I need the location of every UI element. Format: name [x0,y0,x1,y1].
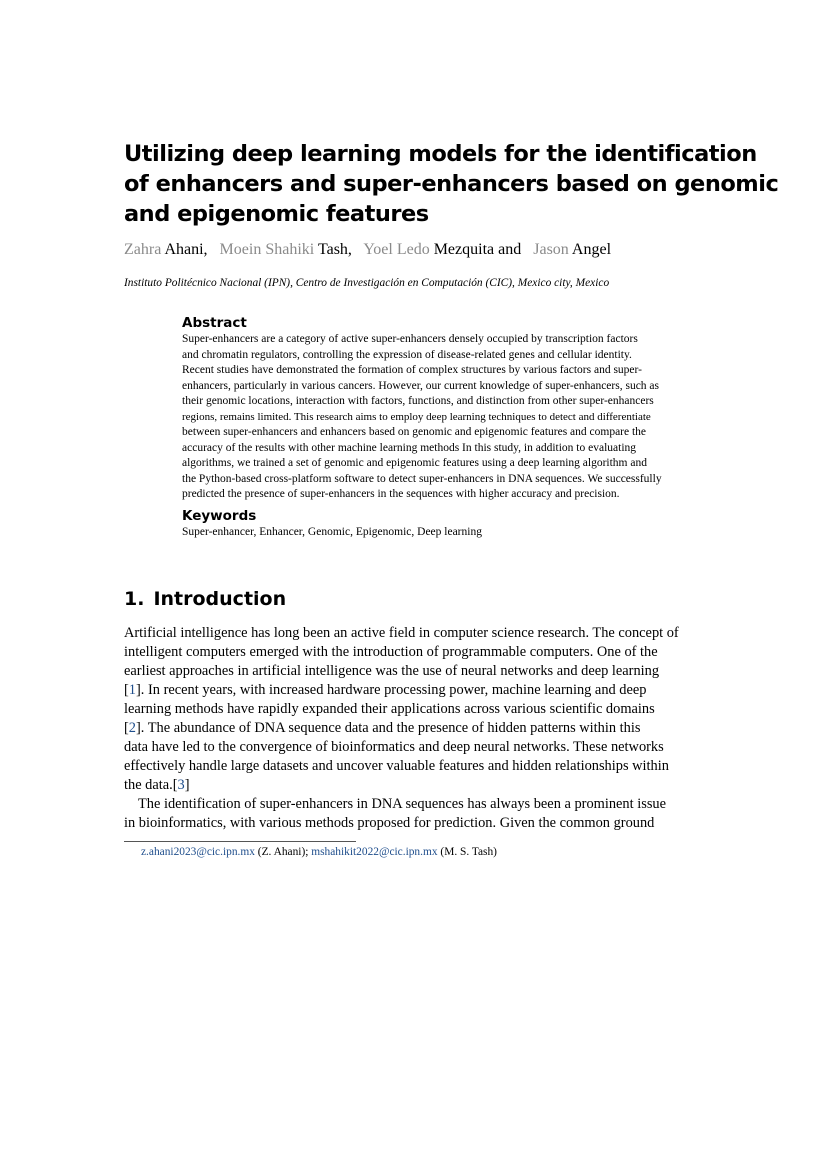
footnote [141,845,497,860]
author-family-name: Tash [317,241,348,258]
author [363,241,529,258]
paragraph-line [124,624,679,643]
line-text: [ [124,682,129,698]
email-link[interactable]: mshahikit2022@cic.ipn.mx [311,846,438,858]
abstract-line: algorithms, we trained a set of genomic and epigenomic features using a deep learning algorithm and [182,457,647,469]
line-text: in bioinformatics, with various methods proposed for prediction. Given the common ground [124,815,655,831]
abstract-line: their genomic locations, interaction with factors, functions, and distinction from other super-enhancers [182,395,654,407]
line-text: ]. The abundance of DNA sequence data and the presence of hidden patterns within this [136,720,641,736]
citation-link[interactable]: 2 [128,720,136,736]
line-text: ]. In recent years, with increased hardware processing power, machine learning and deep [136,682,647,698]
line-text: ] [184,777,190,793]
paragraph-line [124,738,679,757]
abstract-line: the Python-based cross-platform software to detect super-enhancers in DNA sequences. We successfully [182,472,662,485]
author-given-name: Yoel Ledo [363,241,430,258]
author-family-name: Ahani [164,241,204,258]
author-given-name: Zahra [124,241,162,258]
footnote-name: (Z. Ahani); [254,846,312,858]
paragraph-line [124,662,679,681]
abstract-line: predicted the presence of super-enhancers in the sequences with higher accuracy and precision. [182,488,620,500]
line-text: intelligent computers emerged with the introduction of programmable computers. One of the [124,644,658,660]
abstract-line: and chromatin regulators, controlling the expression of disease-related genes and cellular identity. [182,348,632,361]
line-text: [ [124,720,129,736]
keywords-heading: Keywords [182,508,257,524]
section-heading [124,586,286,612]
author-separator: and [494,241,530,258]
author-list [124,239,611,261]
line-text: effectively handle large datasets and uncover valuable features and hidden relationships within [124,758,669,774]
abstract-heading: Abstract [182,315,247,331]
introduction-body [124,624,679,833]
author [220,241,360,258]
line-text: learning methods have rapidly expanded their applications across various scientific domains [124,701,655,717]
author-family-name: Angel [571,241,612,258]
paper-title [124,139,779,229]
abstract-line: Recent studies have demonstrated the formation of complex structures by various factors and super- [182,364,642,376]
citation-link[interactable]: 1 [128,682,136,698]
author-given-name: Jason [533,241,569,258]
citation-link[interactable]: 3 [177,777,185,793]
author-separator: , [203,241,216,258]
paragraph-line [124,700,679,719]
author [124,241,216,258]
footnote-name: (M. S. Tash) [437,846,497,858]
paragraph-line [124,795,679,814]
line-text: the data.[ [124,777,178,793]
section-title: Introduction [153,588,287,610]
abstract-line: Super-enhancers are a category of active super-enhancers densely occupied by transcription factors [182,333,638,345]
email-link[interactable]: z.ahani2023@cic.ipn.mx [141,846,255,858]
paragraph-line [124,643,679,662]
abstract-line: enhancers, particularly in various cancers. However, our current knowledge of super-enhancers, such as [182,379,660,392]
title-line: and epigenomic features [124,201,429,227]
keywords-text: Super-enhancer, Enhancer, Genomic, Epigenomic, Deep learning [182,526,482,538]
author-given-name: Moein Shahiki [219,241,315,258]
paragraph-line [124,814,679,833]
paragraph-line [124,681,679,700]
line-text: data have led to the convergence of bioinformatics and deep neural networks. These networks [124,739,664,755]
author [533,241,611,258]
footnote-rule [124,841,356,842]
author-family-name: Mezquita [433,241,495,258]
abstract-line: accuracy of the results with other machine learning methods In this study, in addition to evaluating [182,441,637,454]
line-text: earliest approaches in artificial intelligence was the use of neural networks and deep learning [124,663,660,679]
line-text: The identification of super-enhancers in DNA sequences has always been a prominent issue [138,796,666,812]
paragraph-line [124,757,679,776]
affiliation: Instituto Politécnico Nacional (IPN), Centro de Investigación en Computación (CIC), Mexico city, Mexico [124,277,610,289]
section-number: 1. [124,588,145,610]
title-line: of enhancers and super-enhancers based on genomic [124,171,779,197]
line-text: Artificial intelligence has long been an active field in computer science research. The concept of [124,625,679,641]
abstract-line: between super-enhancers and enhancers based on genomic and epigenomic features and compare the [182,426,647,438]
abstract-line: regions, remains limited. This research aims to employ deep learning techniques to detect and differentiate [182,410,651,423]
author-separator: , [347,241,360,258]
abstract-text [182,332,662,503]
paragraph-line [124,776,679,795]
paragraph-line [124,719,679,738]
title-line: Utilizing deep learning models for the identification [124,141,757,167]
